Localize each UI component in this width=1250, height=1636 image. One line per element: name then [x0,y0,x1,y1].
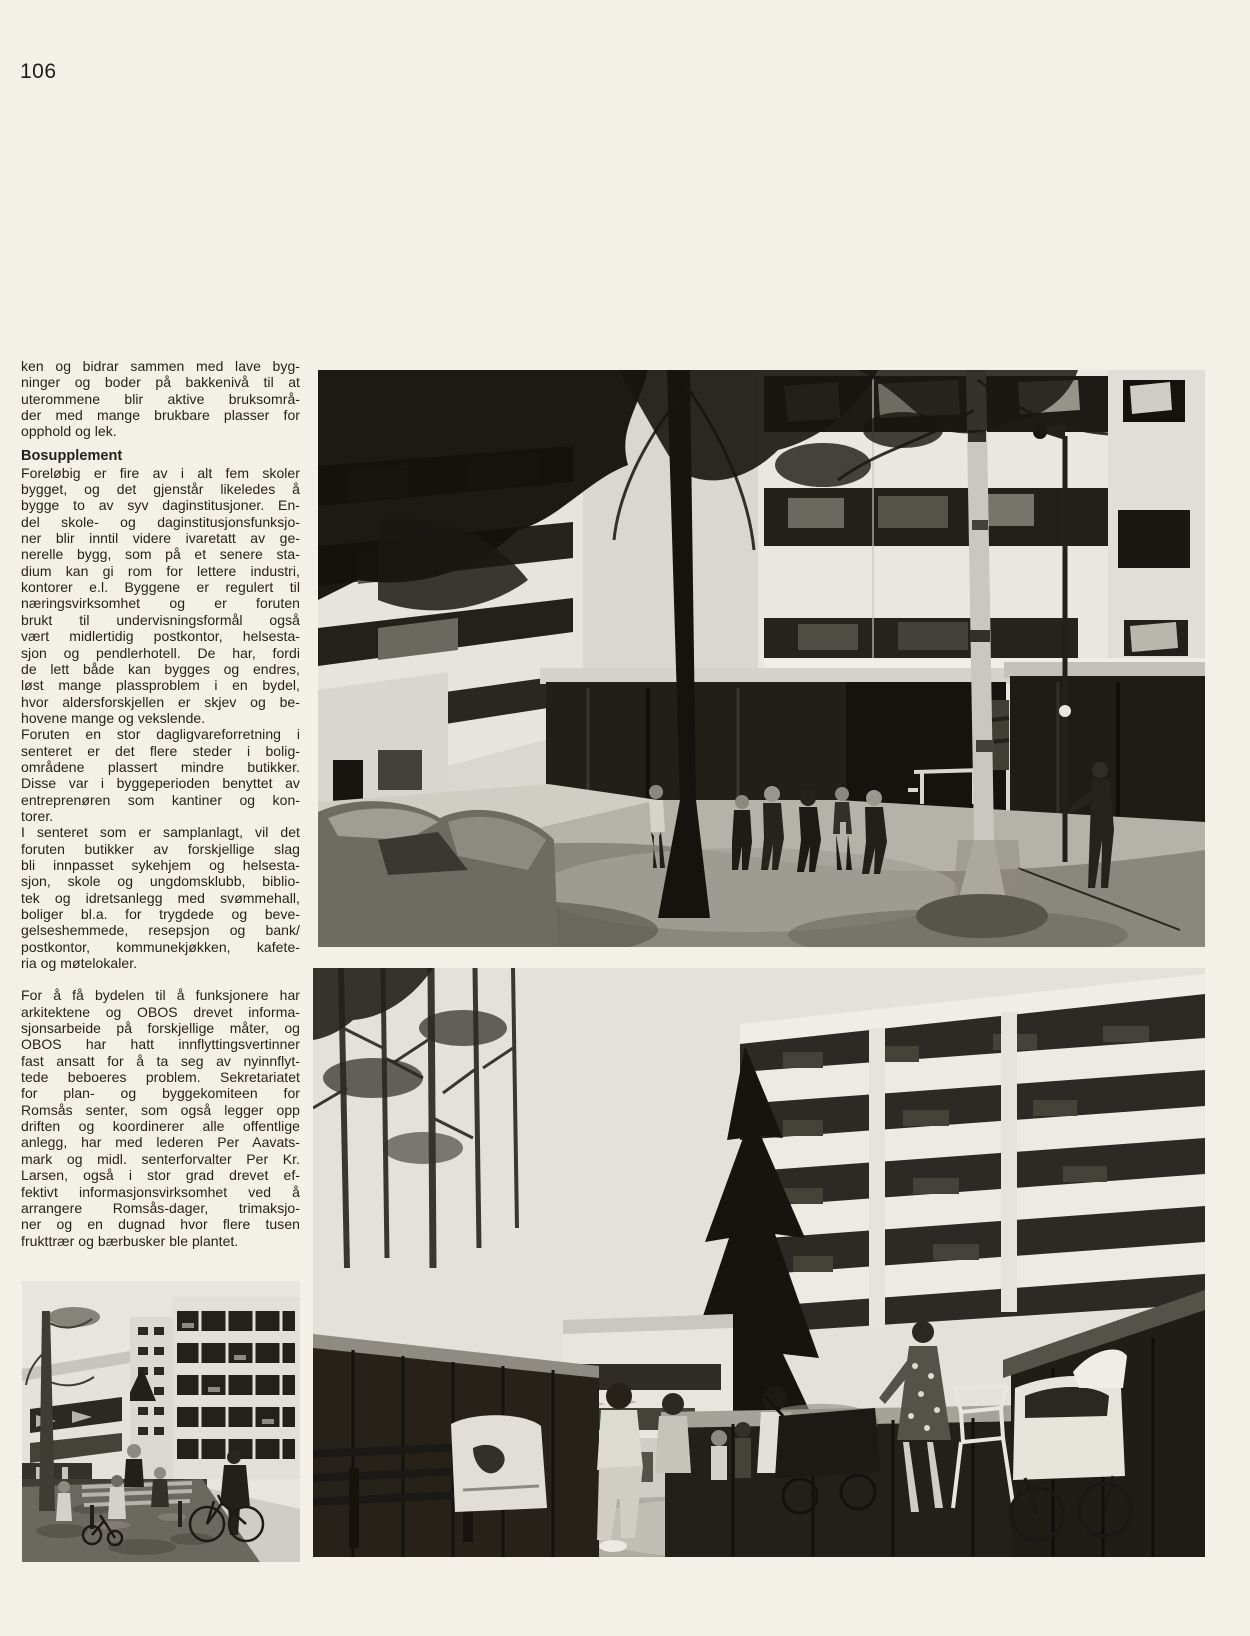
text-line: boliger bl.a. for trygdede og beve- [21,906,300,922]
text-line: fektivt informasjonsvirksomhet ved å [21,1183,300,1200]
text-line: postkontor, kommunekjøkken, kafete- [21,938,300,955]
text-line: Romsås senter, som også legger opp [21,1101,300,1118]
text-line: Larsen, også i stor grad drevet ef- [21,1167,300,1184]
text-line: brukt til undervisningsformål også [21,611,300,628]
photo-children-bench-image [22,1281,300,1562]
photo-children-bench [22,1281,300,1562]
photo-prams-yard [313,968,1205,1557]
text-line: nerelle bygg, som på et senere sta- [21,546,300,563]
text-line: I senteret som er samplanlagt, vil det [21,824,300,841]
text-line: kontorer e.l. Byggene er regulert til [21,579,300,596]
text-line: driften og koordinerer alle offentlige [21,1118,300,1135]
text-line: OBOS har hatt innflyttingsvertinner [21,1036,300,1053]
text-line: arkitektene og OBOS drevet informa- [21,1003,300,1020]
text-line: frukttrær og bærbusker ble plantet. [21,1232,239,1249]
text-line: ner og en dugnad hvor flere tusen [21,1216,300,1233]
text-line: næringsvirksomhet og er foruten [21,595,300,612]
text-line: bli innpasset sykehjem og helsesta- [21,856,300,873]
text-line: fast ansatt for å ta seg av nyinnflyt- [21,1052,300,1069]
text-line: gelseshemmede, resepsjon og bank/ [21,922,300,939]
text-line: ria og møtelokaler. [21,955,138,972]
text-line: vært midlertidig postkontor, helsesta- [21,628,300,645]
paragraph-schools [21,465,300,727]
text-line: ner blir inntil videre ivaretatt av ge- [21,530,300,547]
text-line: uterommene blir aktive bruksområ- [21,390,300,407]
text-line: bygge to av syv daginstitusjoner. En- [21,497,300,514]
text-line: sjonsarbeide på forskjellige måter, og [21,1020,300,1037]
text-line: opphold og lek. [21,423,117,440]
text-line: Foruten en stor dagligvareforretning i [21,726,300,743]
text-line: bygget, og det gjenstår likeledes å [21,481,300,498]
paragraph-gap [21,971,300,987]
text-line: sjon og pendlerhotell. De har, fordi [21,644,300,661]
text-line: hovene mange og vekslende. [21,709,206,726]
text-line: Foreløbig er fire av i alt fem skoler [21,464,300,481]
article-text-column [21,358,300,1249]
paragraph-center [21,824,300,971]
text-line: for plan- og byggekomiteen for [21,1085,300,1102]
text-line: entreprenøren som kantiner og kon- [21,791,300,808]
text-line: Disse var i byggeperioden benyttet av [21,775,300,792]
text-line: torer. [21,807,54,824]
text-line: mark og midl. senterforvalter Per Kr. [21,1150,300,1167]
text-line: ninger og boder på bakkenivå til at [21,374,300,391]
section-heading: Bosupplement [21,447,123,464]
text-line: For å få bydelen til å funksjonere har [21,987,300,1004]
text-line: områdene plassert mindre butikker. [21,758,300,775]
photo-courtyard-children-image [318,370,1205,947]
paragraph-shops [21,726,300,824]
text-line: del skole- og daginstitusjonsfunksjo- [21,513,300,530]
photo-prams-yard-image [313,968,1205,1557]
text-line: senteret er det flere steder i bolig- [21,742,300,759]
paragraph-continuation [21,358,300,440]
text-line: der med mange brukbare plasser for [21,407,300,424]
page-number: 106 [20,60,57,83]
paragraph-obos-info [21,987,300,1249]
text-line: arrangere Romsås-dager, trimaksjo- [21,1199,300,1216]
text-line: tek og idretsanlegg med svømmehall, [21,889,300,906]
text-line: tede beboeres problem. Sekretariatet [21,1069,300,1086]
text-line: hvor aldersforskjellen er skjev og be- [21,693,300,710]
text-line: ken og bidrar sammen med lave byg- [21,358,300,374]
text-line: løst mange plassproblem i en bydel, [21,677,300,694]
text-line: foruten butikker av forskjellige slag [21,840,300,857]
text-line: de lett både kan bygges og endres, [21,660,300,677]
text-line: sjon, skole og ungdomsklubb, biblio- [21,873,300,890]
text-line: anlegg, har med lederen Per Aavats- [21,1134,300,1151]
text-line: dium kan gi rom for lettere industri, [21,562,300,579]
photo-courtyard-children [318,370,1205,947]
